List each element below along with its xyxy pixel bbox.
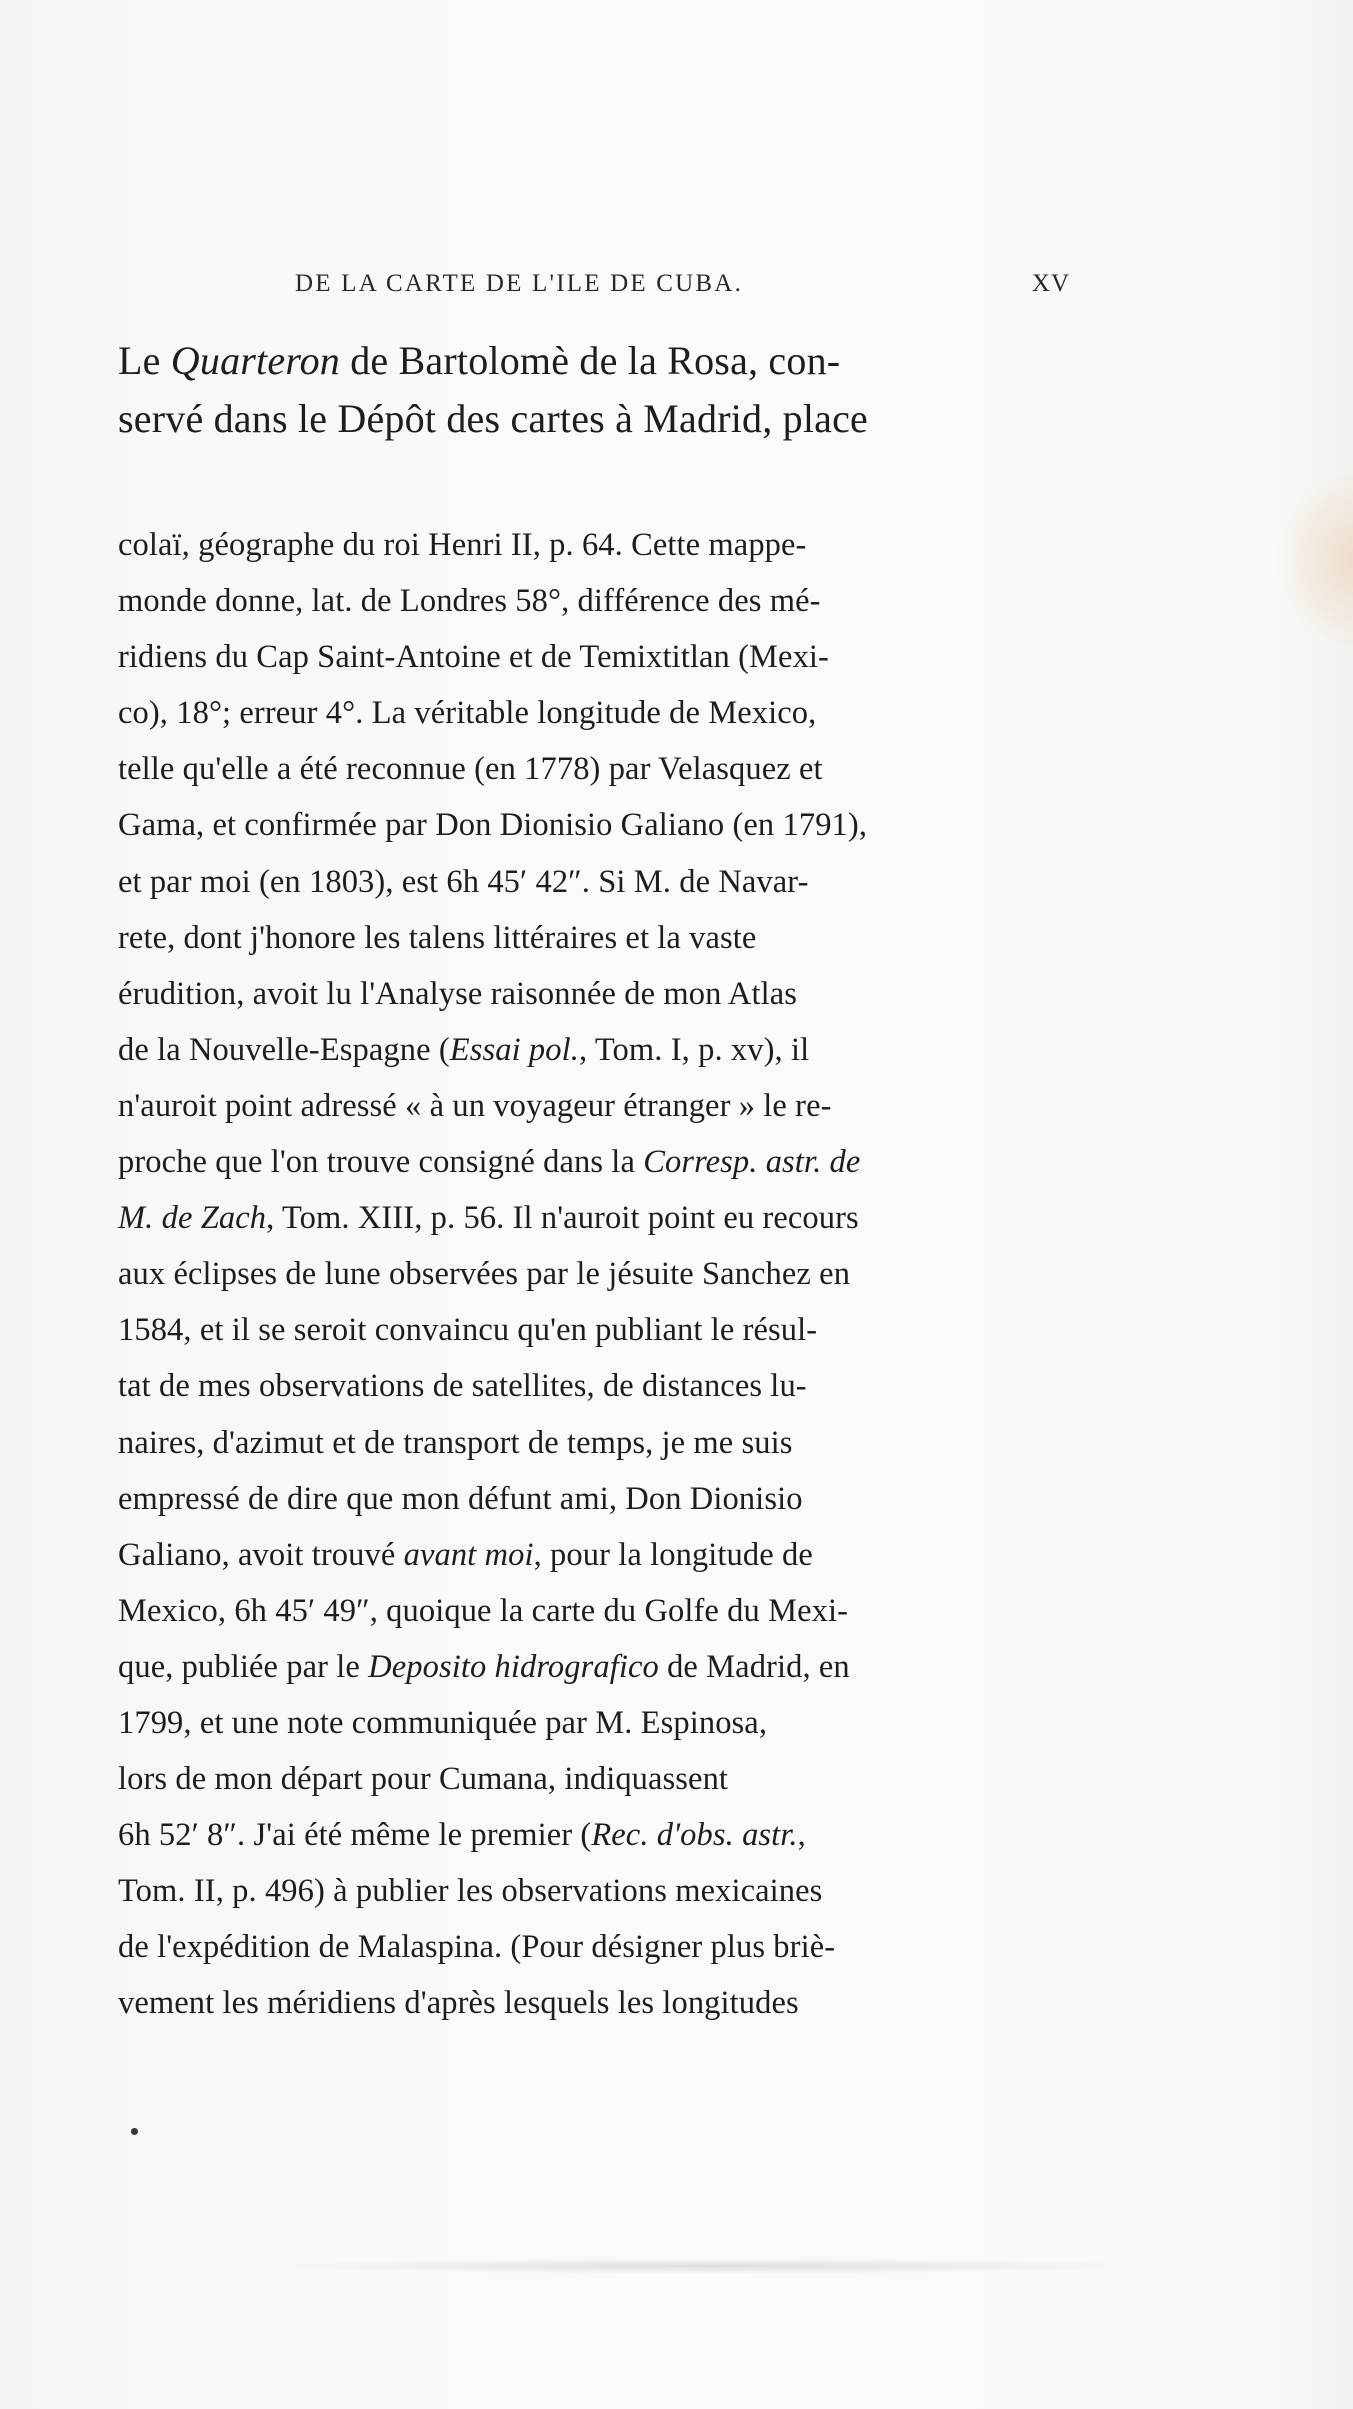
text-run: 1584, et il se seroit convaincu qu'en publiant le résul- — [118, 1312, 818, 1349]
text-line — [118, 390, 1076, 448]
text-run: naires, d'azimut et de transport de temps, je me suis — [118, 1424, 793, 1461]
italic-text: Quarteron — [170, 338, 340, 383]
footnote-line — [118, 573, 1076, 629]
footnote-line — [118, 1695, 1076, 1751]
footnote-line — [118, 1471, 1076, 1527]
footnote-line — [118, 797, 1076, 853]
footnote-line — [118, 1190, 1076, 1246]
text-run: de l'expédition de Malaspina. (Pour désigner plus briè- — [118, 1929, 836, 1966]
text-run: n'auroit point adressé « à un voyageur étranger » le re- — [118, 1087, 832, 1124]
running-title: DE LA CARTE DE L'ILE DE CUBA. — [295, 270, 744, 297]
text-run: proche que l'on trouve consigné dans la — [118, 1144, 644, 1181]
text-run: empressé de dire que mon défunt ami, Don Dionisio — [118, 1480, 803, 1517]
footnote-line — [118, 1246, 1076, 1302]
footnote-line — [118, 1639, 1076, 1695]
text-run: Galiano, avoit trouvé — [118, 1536, 404, 1573]
main-text-fragment — [118, 332, 1076, 448]
footnote-line — [118, 1302, 1076, 1358]
text-run: de Bartolomè de la Rosa, con- — [340, 338, 841, 383]
italic-text: Essai pol. — [449, 1031, 579, 1068]
text-run: de Madrid, en — [658, 1648, 850, 1685]
footnote-line — [118, 966, 1076, 1022]
footnote-line — [118, 1807, 1076, 1863]
text-run: rete, dont j'honore les talens littéraires et la vaste — [118, 919, 757, 956]
footnote-line — [118, 1022, 1076, 1078]
text-run: co), 18°; erreur 4°. La véritable longitude de Mexico, — [118, 695, 817, 732]
page-number: XV — [1031, 270, 1070, 297]
footnote-line — [118, 629, 1076, 685]
paper-stain — [1275, 470, 1353, 650]
italic-text: Corresp. astr. de — [643, 1144, 861, 1181]
text-run: , — [797, 1817, 806, 1854]
footnote-line — [118, 517, 1076, 573]
footnote-line — [118, 1134, 1076, 1190]
text-run: vement les méridiens d'après lesquels les longitudes — [118, 1985, 799, 2022]
text-run: lors de mon départ pour Cumana, indiquassent — [118, 1761, 729, 1798]
running-head — [295, 270, 1070, 310]
text-run: Le — [118, 338, 171, 383]
text-run: Gama, et confirmée par Don Dionisio Galiano (en 1791), — [118, 807, 868, 844]
footnote-line — [118, 910, 1076, 966]
text-run: Mexico, 6h 45′ 49″, quoique la carte du Golfe du Mexi- — [118, 1592, 849, 1629]
italic-text: M. de Zach — [118, 1200, 267, 1237]
italic-text: Deposito hidrografico — [368, 1648, 659, 1685]
footnote-line — [118, 1078, 1076, 1134]
footnote-line — [118, 1863, 1076, 1919]
footnote-text — [118, 517, 1076, 2032]
footnote-line — [118, 1415, 1076, 1471]
text-run: Tom. II, p. 496) à publier les observations mexicaines — [118, 1873, 823, 1910]
footnote-line — [118, 685, 1076, 741]
footnote-line — [118, 1975, 1076, 2031]
text-run: tat de mes observations de satellites, de distances lu- — [118, 1368, 807, 1405]
footnote-line — [118, 1919, 1076, 1975]
italic-text: Rec. d'obs. astr. — [591, 1817, 798, 1854]
text-run: de la Nouvelle-Espagne ( — [118, 1031, 450, 1068]
text-line — [118, 332, 1076, 390]
text-run: et par moi (en 1803), est 6h 45′ 42″. Si M. de Navar- — [118, 863, 809, 900]
text-run: , pour la longitude de — [533, 1536, 813, 1573]
text-run: aux éclipses de lune observées par le jésuite Sanchez en — [118, 1256, 851, 1293]
text-run: ridiens du Cap Saint-Antoine et de Temixtitlan (Mexi- — [118, 639, 829, 676]
footnote-line — [118, 854, 1076, 910]
text-run: 1799, et une note communiquée par M. Espinosa, — [118, 1704, 768, 1741]
footnote-line — [118, 1527, 1076, 1583]
text-run: , Tom. I, p. xv), il — [579, 1031, 810, 1068]
footnote-line — [118, 1358, 1076, 1414]
text-run: monde donne, lat. de Londres 58°, différence des mé- — [118, 583, 821, 620]
ink-dot — [131, 2128, 138, 2135]
footnote-line — [118, 1751, 1076, 1807]
italic-text: avant moi — [403, 1536, 534, 1573]
page-shadow — [260, 2258, 1160, 2274]
text-run: , Tom. XIII, p. 56. Il n'auroit point eu recours — [266, 1200, 859, 1237]
footnote-line — [118, 741, 1076, 797]
text-run: érudition, avoit lu l'Analyse raisonnée de mon Atlas — [118, 975, 797, 1012]
text-run: que, publiée par le — [118, 1648, 369, 1685]
text-run: colaï, géographe du roi Henri II, p. 64. Cette mappe- — [118, 527, 807, 563]
text-run: telle qu'elle a été reconnue (en 1778) par Velasquez et — [118, 751, 823, 788]
text-run: 6h 52′ 8″. J'ai été même le premier ( — [118, 1817, 592, 1854]
footnote-line — [118, 1583, 1076, 1639]
text-run: servé dans le Dépôt des cartes à Madrid, place — [118, 396, 869, 441]
